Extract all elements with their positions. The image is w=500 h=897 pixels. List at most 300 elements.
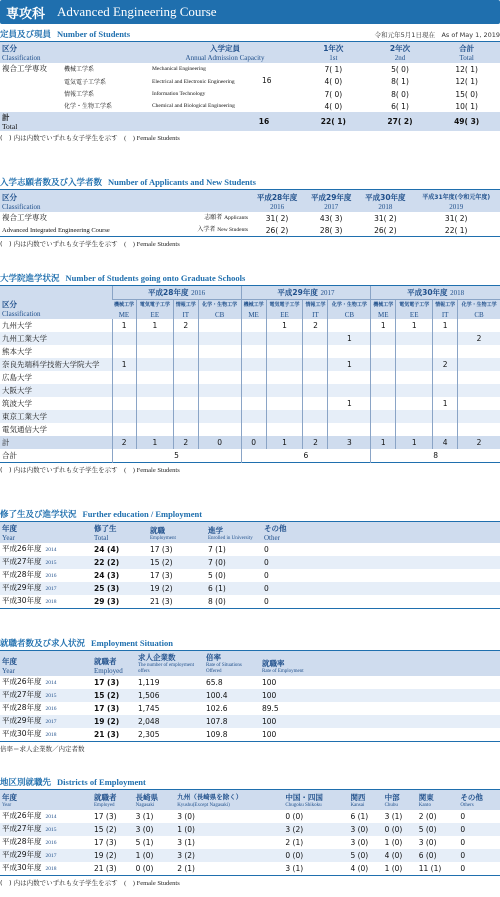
cell-y2: 6( 1) bbox=[391, 101, 409, 111]
year-en: 2017 bbox=[45, 719, 57, 725]
count-cell bbox=[458, 371, 500, 384]
value-cell: 100 bbox=[262, 730, 277, 739]
students-table: 区分 Classification 入学定員 Annual Admission Capacity 1年次 1st 2年次 2nd 合計 Total 複合工学専攻 機械工学系 Mechanical Engineering 7( 1) 5( 0) 12( 1) 電気電子工学系 Electrical and Electronic Engineering 16 4( 0) 8( 1) 12( 1) 情報工学系 Information Technology 7( 0) 8( 0) 15( 0) 化学・生物工学系 Chemical and Biological Engineering 4( 0) 6( 1) 10( 1) 計 Total 16 22( 1) 27( 2) 49( 3) bbox=[0, 42, 500, 131]
value-cell: 17 (3) bbox=[94, 704, 120, 713]
value-cell: 0 bbox=[264, 597, 269, 606]
count-cell bbox=[198, 319, 241, 332]
count-cell: 1 bbox=[328, 397, 371, 410]
count-cell: 1 bbox=[112, 358, 136, 371]
value-cell: 5 (0) bbox=[417, 823, 459, 836]
count-cell bbox=[303, 423, 328, 436]
count-cell bbox=[328, 345, 371, 358]
count-cell bbox=[241, 371, 266, 384]
value-cell: 8 (0) bbox=[208, 597, 226, 606]
value-cell: 3 (1) bbox=[285, 864, 304, 873]
dept-header: 電気電子工学 EE bbox=[266, 300, 303, 320]
column-header: 関西 Kansai bbox=[350, 793, 366, 808]
section-heading: 定員及び現員 Number of Students 令和元年5月1日現在 As of May 1, 2019 bbox=[0, 29, 500, 40]
count-cell bbox=[433, 423, 458, 436]
count-cell bbox=[371, 332, 396, 345]
section-graduate-schools bbox=[0, 272, 500, 474]
count-cell bbox=[371, 423, 396, 436]
count-cell bbox=[112, 397, 136, 410]
value-cell: 2,305 bbox=[138, 730, 160, 739]
year-en: 2016 bbox=[45, 573, 57, 579]
table-row bbox=[0, 556, 500, 569]
table-row bbox=[0, 423, 500, 436]
value-cell: 2,048 bbox=[136, 715, 204, 728]
table-row bbox=[0, 836, 500, 849]
count-cell: 1 bbox=[136, 319, 173, 332]
school-name: 大阪大学 bbox=[2, 386, 32, 395]
count-cell bbox=[396, 397, 433, 410]
dept-header: 機械工学 ME bbox=[113, 302, 134, 319]
count-cell: 2 bbox=[173, 319, 198, 332]
year-en: 2016 bbox=[45, 840, 57, 846]
admission-capacity: 16 bbox=[262, 76, 272, 85]
further-education-table: 年度 Year 修了生 Total 就職 Employment 進学 Enrolled in University その他 Other 平成26年度 2014 24 (4) 17 (3) 7 (1) 0 平成27年度 2015 22 (2) 15 (2) 7 (0) 0 平成28年度 2016 24 (3) 17 (3) 5 (0) 0 平成29年度 2017 25 (3) 19 (2) 6 (1) 0 平成30年度 2018 29 (3) 21 (3) 8 (0) 0 bbox=[0, 522, 500, 609]
count-cell bbox=[266, 410, 303, 423]
year-label: 平成28年度 bbox=[2, 570, 42, 579]
year-label: 平成27年度 bbox=[2, 690, 42, 699]
cell-y1: 4( 0) bbox=[324, 101, 343, 111]
value-cell: 0 bbox=[458, 823, 500, 836]
value-cell: 3 (1) bbox=[384, 812, 403, 821]
count-cell bbox=[173, 345, 198, 358]
value-cell: 2 (1) bbox=[177, 864, 195, 873]
table-row bbox=[0, 582, 500, 595]
count-cell bbox=[198, 410, 241, 423]
table-row bbox=[0, 358, 500, 371]
count-cell bbox=[136, 397, 173, 410]
count-cell: 2 bbox=[458, 332, 500, 345]
count-cell bbox=[241, 384, 266, 397]
count-cell bbox=[396, 371, 433, 384]
count-cell bbox=[458, 384, 500, 397]
count-cell bbox=[198, 384, 241, 397]
section-districts bbox=[0, 776, 500, 887]
count-cell bbox=[433, 332, 458, 345]
value-cell: 7 (1) bbox=[208, 545, 226, 554]
count-cell bbox=[136, 384, 173, 397]
value-cell: 109.8 bbox=[206, 730, 228, 739]
year-en: 2015 bbox=[45, 560, 57, 566]
value-cell: 3 (1) bbox=[135, 812, 154, 821]
count-cell: 1 bbox=[371, 319, 396, 332]
value-cell: 5 (1) bbox=[135, 838, 154, 847]
dept-name: 化学・生物工学系 bbox=[64, 103, 113, 110]
count-cell bbox=[433, 371, 458, 384]
count-cell bbox=[458, 319, 500, 332]
count-cell bbox=[198, 332, 241, 345]
value-cell: 65.8 bbox=[206, 678, 223, 687]
count-cell bbox=[266, 345, 303, 358]
count-cell bbox=[173, 410, 198, 423]
value-cell: 0 bbox=[460, 812, 466, 821]
year-label: 平成26年度 bbox=[2, 544, 42, 553]
value-cell: 19 (2) bbox=[92, 849, 134, 862]
dept-name: 機械工学系 bbox=[64, 66, 95, 73]
dept-name-en: Electrical and Electronic Engineering bbox=[152, 79, 235, 85]
cell-t: 12( 1) bbox=[455, 64, 478, 74]
value-cell: 2 (0) bbox=[418, 812, 437, 821]
value-cell: 3 (0) bbox=[418, 838, 437, 847]
year-label: 平成30年度 bbox=[2, 596, 42, 605]
program-name: 複合工学専攻 bbox=[2, 64, 47, 73]
value-cell: 0 (0) bbox=[383, 823, 417, 836]
count-cell: 2 bbox=[433, 358, 458, 371]
year-en: 2016 bbox=[45, 706, 57, 712]
count-cell bbox=[198, 345, 241, 358]
applicants-table: 区分 Classification 平成28年度 2016 平成29年度 2017 平成30年度 2018 平成31年度(令和元年度) 2019 複合工学専攻 志願者 Applicants 31( 2) 43( 3) 31( 2) 31( 2) Advanced Integrated Engineering Course 入学者 New Students 26( 2) 28( 3) 26( 2) 22( 1) bbox=[0, 190, 500, 237]
count-cell bbox=[396, 384, 433, 397]
count-cell bbox=[303, 410, 328, 423]
rate-note: 倍率＝求人企業数／内定者数 bbox=[0, 745, 85, 753]
value-cell: 3 (0) bbox=[134, 823, 176, 836]
female-note: ( ) 内は内数でいずれも女子学生を示す ( ) Female Students bbox=[0, 240, 180, 248]
count-cell bbox=[396, 332, 433, 345]
value-cell: 6 (0) bbox=[417, 849, 459, 862]
count-cell bbox=[136, 371, 173, 384]
count-cell bbox=[112, 332, 136, 345]
table-row bbox=[0, 345, 500, 358]
count-cell bbox=[458, 397, 500, 410]
count-cell bbox=[241, 410, 266, 423]
count-cell bbox=[241, 345, 266, 358]
column-header: 長崎県 Nagasaki bbox=[135, 793, 159, 808]
value-cell: 0 (0) bbox=[283, 849, 348, 862]
value-cell: 24 (4) bbox=[94, 545, 120, 554]
school-name: 九州工業大学 bbox=[2, 334, 47, 343]
table-row bbox=[0, 569, 500, 582]
school-name: 九州大学 bbox=[2, 321, 32, 330]
dept-name-en: Chemical and Biological Engineering bbox=[152, 102, 235, 109]
table-row bbox=[0, 810, 500, 823]
value-cell: 0 bbox=[460, 864, 466, 873]
value-cell: 107.8 bbox=[204, 715, 260, 728]
count-cell bbox=[136, 410, 173, 423]
count-cell bbox=[303, 371, 328, 384]
count-cell: 1 bbox=[112, 319, 136, 332]
value-cell: 1,745 bbox=[138, 704, 160, 713]
table-row bbox=[0, 100, 500, 112]
year-en: 2017 bbox=[45, 853, 57, 859]
value-cell: 7 (0) bbox=[206, 556, 262, 569]
value-cell: 1 (0) bbox=[384, 864, 403, 873]
value-cell: 1,506 bbox=[136, 689, 204, 702]
districts-table bbox=[0, 790, 500, 876]
count-cell bbox=[241, 397, 266, 410]
count-cell bbox=[303, 384, 328, 397]
female-note: ( ) 内は内数でいずれも女子学生を示す ( ) Female Students bbox=[0, 466, 180, 474]
dept-name-en: Information Technology bbox=[152, 90, 206, 97]
school-name: 広島大学 bbox=[2, 373, 32, 382]
column-header: 中国・四国 Chugoku Shikoku bbox=[285, 793, 323, 808]
year-label: 平成27年度 bbox=[2, 557, 42, 566]
count-cell bbox=[371, 371, 396, 384]
count-cell bbox=[396, 345, 433, 358]
value-cell: 5 (0) bbox=[208, 571, 226, 580]
table-row bbox=[0, 371, 500, 384]
count-cell bbox=[371, 397, 396, 410]
female-note: ( ) 内は内数でいずれも女子学生を示す ( ) Female Students bbox=[0, 879, 180, 887]
count-cell bbox=[371, 384, 396, 397]
count-cell bbox=[303, 345, 328, 358]
value-cell: 1 (0) bbox=[134, 849, 176, 862]
value-cell: 3 (1) bbox=[177, 838, 195, 847]
school-name: 熊本大学 bbox=[2, 347, 32, 356]
table-row bbox=[0, 728, 500, 742]
count-cell bbox=[266, 423, 303, 436]
value-cell: 5 (0) bbox=[348, 849, 382, 862]
count-cell: 1 bbox=[328, 358, 371, 371]
count-cell bbox=[396, 410, 433, 423]
table-row bbox=[0, 715, 500, 728]
cell-y1: 7( 1) bbox=[324, 64, 343, 74]
value-cell: 89.5 bbox=[262, 704, 279, 713]
table-row bbox=[0, 862, 500, 876]
count-cell bbox=[241, 423, 266, 436]
value-cell: 100 bbox=[260, 689, 500, 702]
title-jp: 専攻科 bbox=[6, 6, 46, 22]
value-cell: 15 (2) bbox=[92, 689, 136, 702]
school-name: 筑波大学 bbox=[2, 399, 32, 408]
year-label: 平成29年度 bbox=[2, 716, 42, 725]
count-cell bbox=[112, 345, 136, 358]
dept-header: 機械工学 ME bbox=[371, 300, 396, 320]
value-cell: 0 bbox=[262, 582, 500, 595]
value-cell: 3 (0) bbox=[177, 812, 195, 821]
subtotal-row: 計 2 1 2 0 0 1 2 3 1 1 4 2 bbox=[0, 436, 500, 449]
count-cell bbox=[136, 332, 173, 345]
year-label: 平成29年度 bbox=[2, 583, 42, 592]
count-cell bbox=[112, 410, 136, 423]
year-en: 2015 bbox=[45, 693, 57, 699]
count-cell bbox=[396, 358, 433, 371]
value-cell: 3 (0) bbox=[350, 838, 369, 847]
cell-t: 15( 0) bbox=[455, 89, 478, 99]
table-row bbox=[0, 689, 500, 702]
cell-t: 12( 1) bbox=[455, 77, 478, 86]
table-row bbox=[0, 88, 500, 100]
section-heading: 修了生及び進学状況 Further education / Employment bbox=[0, 508, 500, 522]
count-cell bbox=[458, 410, 500, 423]
cell-y1: 7( 0) bbox=[324, 89, 343, 99]
value-cell: 17 (3) bbox=[94, 838, 117, 847]
count-cell bbox=[266, 371, 303, 384]
dept-name: 電気電子工学系 bbox=[64, 78, 107, 86]
graduate-table: 区分 Classification 平成28年度 2016 平成29年度 2017 平成30年度 2018 機械工学 ME 電気電子工学 EE 情報工学 IT 化学・生物工学 CB 機械工学 ME 電気電子工学 EE 情報工学 IT 化学・生物工学 CB 機械工学 ME 電気電子工学 EE 情報工学 IT 化学・生物工学 CB 九州大学 1 1 2 1 2 1 1 1 九州工業大学 1 2 熊本大学 奈良先端科学技術大学院大学 1 1 2 広島大学 大阪大学 筑波大学 1 1 東京工業大学 電気通信大学 計 2 1 2 0 0 1 2 3 1 1 4 2 合計 5 6 8 bbox=[0, 286, 500, 463]
dept-header: 情報工学 IT bbox=[303, 300, 328, 320]
dept-header: 化学・生物工学 CB bbox=[328, 300, 371, 320]
dept-header: 電気電子工学 EE bbox=[136, 300, 173, 320]
count-cell bbox=[241, 332, 266, 345]
year-label: 平成28年度 bbox=[2, 837, 42, 846]
cell-y1: 4( 0) bbox=[324, 77, 343, 86]
count-cell bbox=[112, 423, 136, 436]
value-cell: 11 (1) bbox=[418, 864, 442, 873]
dept-name-en: Mechanical Engineering bbox=[152, 65, 206, 72]
year-en: 2018 bbox=[45, 866, 57, 872]
value-cell: 17 (3) bbox=[150, 571, 173, 580]
count-cell bbox=[112, 384, 136, 397]
value-cell: 0 bbox=[460, 838, 466, 847]
school-name: 電気通信大学 bbox=[2, 425, 47, 434]
year-label: 平成28年度 bbox=[2, 703, 42, 712]
value-cell: 0 bbox=[264, 545, 269, 554]
count-cell bbox=[241, 358, 266, 371]
count-cell bbox=[433, 345, 458, 358]
dept-header: 情報工学 IT bbox=[173, 300, 198, 320]
cell-y2: 8( 1) bbox=[391, 77, 409, 86]
value-cell: 100 bbox=[260, 715, 500, 728]
value-cell: 19 (2) bbox=[148, 582, 206, 595]
value-cell: 24 (3) bbox=[94, 571, 120, 580]
value-cell: 6 (1) bbox=[206, 582, 262, 595]
count-cell bbox=[136, 345, 173, 358]
count-cell bbox=[173, 397, 198, 410]
count-cell bbox=[173, 423, 198, 436]
column-header: 関東 Kanto bbox=[418, 793, 434, 808]
column-header: 年度 Year bbox=[2, 793, 17, 808]
section-heading: 大学院進学状況 Number of Students going onto Graduate Schools bbox=[0, 272, 500, 286]
count-cell: 2 bbox=[303, 319, 328, 332]
value-cell: 3 (2) bbox=[283, 823, 348, 836]
count-cell bbox=[371, 358, 396, 371]
table-row bbox=[0, 849, 500, 862]
dept-header: 電気電子工学 EE bbox=[396, 300, 433, 320]
count-cell bbox=[303, 332, 328, 345]
column-header: 就職者 Employed bbox=[94, 793, 117, 808]
count-cell bbox=[371, 410, 396, 423]
value-cell: 22 (2) bbox=[92, 556, 148, 569]
value-cell: 17 (3) bbox=[150, 545, 173, 554]
value-cell: 0 bbox=[262, 556, 500, 569]
cell-t: 10( 1) bbox=[455, 101, 478, 111]
count-cell bbox=[173, 371, 198, 384]
year-en: 2014 bbox=[45, 680, 57, 686]
count-cell bbox=[396, 423, 433, 436]
value-cell: 100 bbox=[262, 678, 277, 687]
year-en: 2017 bbox=[45, 586, 57, 592]
count-cell bbox=[328, 423, 371, 436]
count-cell bbox=[112, 371, 136, 384]
count-cell: 1 bbox=[328, 332, 371, 345]
count-cell: 1 bbox=[433, 397, 458, 410]
year-label: 平成27年度 bbox=[2, 824, 42, 833]
count-cell bbox=[173, 384, 198, 397]
value-cell: 1,119 bbox=[138, 678, 160, 687]
count-cell bbox=[136, 358, 173, 371]
count-cell bbox=[433, 384, 458, 397]
value-cell: 15 (2) bbox=[92, 823, 134, 836]
value-cell: 1 (0) bbox=[384, 838, 403, 847]
count-cell bbox=[136, 423, 173, 436]
count-cell bbox=[433, 410, 458, 423]
count-cell bbox=[266, 384, 303, 397]
table-row bbox=[0, 397, 500, 410]
count-cell bbox=[458, 423, 500, 436]
year-en: 2018 bbox=[45, 732, 57, 738]
count-cell bbox=[198, 397, 241, 410]
total-row: 合計 5 6 8 bbox=[0, 449, 500, 463]
column-header: その他 Others bbox=[460, 793, 483, 808]
value-cell: 29 (3) bbox=[94, 597, 120, 606]
value-cell: 3 (2) bbox=[175, 849, 283, 862]
value-cell: 4 (0) bbox=[350, 864, 369, 873]
value-cell: 100.4 bbox=[204, 689, 260, 702]
year-en: 2015 bbox=[45, 827, 57, 833]
count-cell bbox=[266, 332, 303, 345]
count-cell bbox=[328, 384, 371, 397]
value-cell: 15 (2) bbox=[148, 556, 206, 569]
school-name: 奈良先端科学技術大学院大学 bbox=[2, 360, 100, 369]
count-cell bbox=[458, 358, 500, 371]
section-students bbox=[0, 28, 500, 142]
count-cell bbox=[266, 397, 303, 410]
count-cell bbox=[303, 358, 328, 371]
value-cell: 17 (3) bbox=[94, 678, 120, 687]
cell-y2: 8( 0) bbox=[391, 89, 409, 99]
section-employment bbox=[0, 637, 500, 753]
count-cell bbox=[266, 358, 303, 371]
column-header: 九州（長崎県を除く） Kyushu(Except Nagasaki) bbox=[177, 793, 243, 808]
year-label: 平成26年度 bbox=[2, 677, 42, 686]
school-name: 東京工業大学 bbox=[2, 412, 47, 421]
value-cell: 19 (2) bbox=[92, 715, 136, 728]
section-further-education bbox=[0, 508, 500, 609]
cell-y2: 5( 0) bbox=[391, 64, 409, 74]
value-cell: 0 bbox=[264, 571, 269, 580]
dept-header: 化学・生物工学 CB bbox=[198, 300, 241, 320]
table-row bbox=[0, 75, 500, 88]
year-label: 平成26年度 bbox=[2, 811, 42, 820]
count-cell: 1 bbox=[433, 319, 458, 332]
table-row bbox=[0, 410, 500, 423]
value-cell: 6 (1) bbox=[350, 812, 369, 821]
value-cell: 17 (3) bbox=[94, 812, 117, 821]
value-cell: 102.6 bbox=[206, 704, 228, 713]
page-title-bar bbox=[0, 0, 500, 24]
section-heading: 地区別就職先 Districts of Employment bbox=[0, 776, 500, 790]
section-heading: 入学志願者数及び入学者数 Number of Applicants and New Students bbox=[0, 176, 500, 190]
value-cell: 21 (3) bbox=[94, 864, 117, 873]
count-cell bbox=[328, 410, 371, 423]
count-cell: 1 bbox=[266, 319, 303, 332]
count-cell bbox=[198, 423, 241, 436]
title-en: Advanced Engineering Course bbox=[57, 4, 217, 19]
year-label: 平成29年度 bbox=[2, 850, 42, 859]
count-cell bbox=[458, 345, 500, 358]
dept-header: 機械工学 ME bbox=[241, 300, 266, 320]
count-cell bbox=[328, 319, 371, 332]
year-label: 平成30年度 bbox=[2, 863, 42, 872]
table-row bbox=[0, 595, 500, 609]
count-cell bbox=[173, 332, 198, 345]
value-cell: 0 (0) bbox=[285, 812, 304, 821]
value-cell: 25 (3) bbox=[92, 582, 148, 595]
count-cell bbox=[198, 358, 241, 371]
dept-header: 情報工学 IT bbox=[433, 300, 458, 320]
count-cell bbox=[328, 371, 371, 384]
table-row bbox=[0, 319, 500, 332]
table-row bbox=[0, 63, 500, 75]
count-cell bbox=[173, 358, 198, 371]
table-row bbox=[0, 823, 500, 836]
dept-name: 情報工学系 bbox=[64, 91, 95, 98]
count-cell bbox=[241, 319, 266, 332]
count-cell: 1 bbox=[396, 319, 433, 332]
